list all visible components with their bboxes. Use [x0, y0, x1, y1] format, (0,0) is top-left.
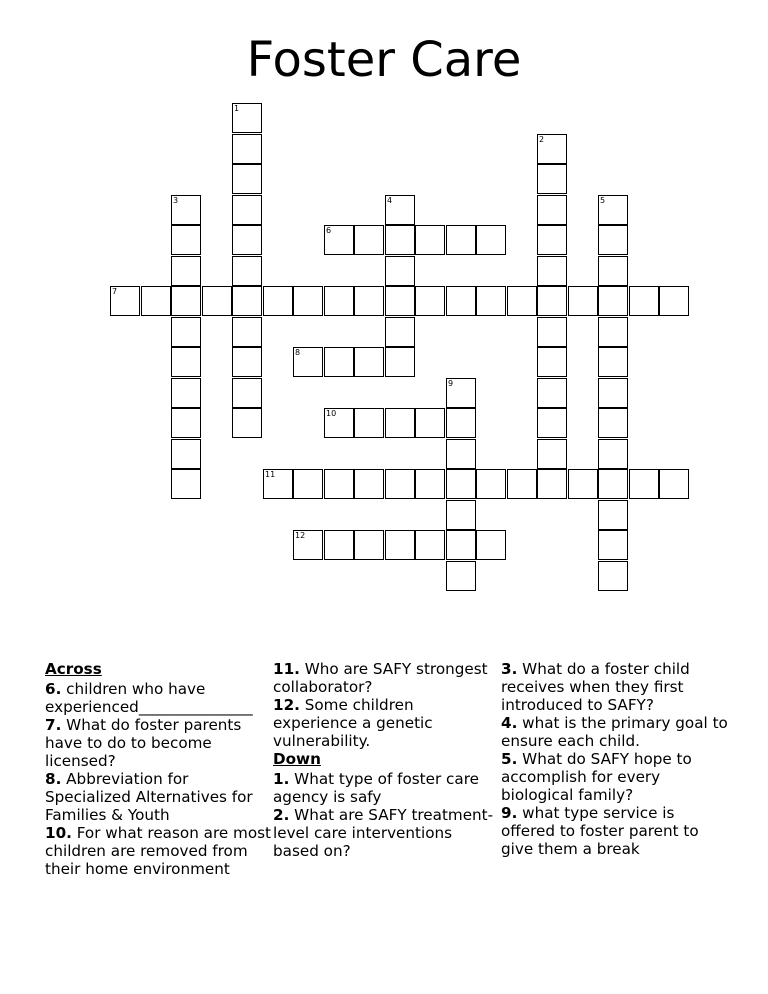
grid-cell[interactable]	[537, 378, 567, 408]
clue-across-10	[45, 824, 273, 878]
grid-cell[interactable]	[354, 347, 384, 377]
grid-cell[interactable]	[232, 317, 262, 347]
clues-column-3	[501, 660, 729, 858]
grid-cell[interactable]	[232, 103, 262, 133]
clue-text: Who are SAFY strongest collaborator?	[273, 660, 488, 696]
grid-cell[interactable]	[141, 286, 171, 316]
grid-cell[interactable]	[629, 469, 659, 499]
clue-across-6	[45, 680, 273, 716]
grid-cell[interactable]	[171, 286, 201, 316]
clue-number: 4.	[501, 714, 518, 732]
grid-cell[interactable]	[354, 408, 384, 438]
clue-text: What are SAFY treatment-level care interventions based on?	[273, 806, 494, 860]
grid-cell[interactable]	[537, 408, 567, 438]
clue-text: what type service is offered to foster parent to give them a break	[501, 804, 699, 858]
grid-cell[interactable]	[263, 286, 293, 316]
grid-cell[interactable]	[324, 469, 354, 499]
grid-cell[interactable]	[202, 286, 232, 316]
across-heading: Across	[45, 660, 102, 678]
grid-cell[interactable]	[232, 378, 262, 408]
clue-down-2	[273, 806, 495, 860]
clue-number: 9.	[501, 804, 518, 822]
grid-cell[interactable]	[507, 469, 537, 499]
grid-cell[interactable]	[232, 256, 262, 286]
grid-cell[interactable]	[263, 469, 293, 499]
clues-column-2	[273, 660, 495, 860]
clue-number-label: 1	[234, 104, 240, 113]
grid-cell[interactable]	[324, 347, 354, 377]
clue-text: children who have experienced_______________	[45, 680, 253, 716]
grid-cell[interactable]	[446, 408, 476, 438]
clue-number: 8.	[45, 770, 62, 788]
clue-across-12	[273, 696, 495, 750]
grid-cell[interactable]	[385, 469, 415, 499]
grid-cell[interactable]	[446, 530, 476, 560]
grid-cell[interactable]	[232, 134, 262, 164]
clue-text: What do SAFY hope to accomplish for every biological family?	[501, 750, 692, 804]
grid-cell[interactable]	[537, 286, 567, 316]
clue-down-5	[501, 750, 729, 804]
grid-cell[interactable]	[537, 164, 567, 194]
clue-across-8	[45, 770, 273, 824]
clue-down-3	[501, 660, 729, 714]
clue-number-label: 4	[387, 196, 393, 205]
grid-cell[interactable]	[171, 439, 201, 469]
clue-text: For what reason are most children are removed from their home environment	[45, 824, 271, 878]
grid-cell[interactable]	[476, 225, 506, 255]
grid-cell[interactable]	[385, 347, 415, 377]
grid-cell[interactable]	[385, 408, 415, 438]
grid-cell[interactable]	[232, 164, 262, 194]
grid-cell[interactable]	[324, 225, 354, 255]
clue-number: 1.	[273, 770, 290, 788]
grid-cell[interactable]	[415, 408, 445, 438]
grid-cell[interactable]	[293, 286, 323, 316]
grid-cell[interactable]	[537, 134, 567, 164]
clues-column-1	[45, 660, 273, 878]
grid-cell[interactable]	[354, 530, 384, 560]
grid-cell[interactable]	[324, 286, 354, 316]
grid-cell[interactable]	[598, 439, 628, 469]
grid-cell[interactable]	[171, 378, 201, 408]
grid-cell[interactable]	[385, 530, 415, 560]
clue-number-label: 3	[173, 196, 179, 205]
clue-number: 5.	[501, 750, 518, 768]
clue-number: 3.	[501, 660, 518, 678]
clue-number-label: 12	[295, 531, 306, 540]
clue-number: 6.	[45, 680, 62, 698]
grid-cell[interactable]	[171, 195, 201, 225]
clue-down-9	[501, 804, 729, 858]
grid-cell[interactable]	[171, 317, 201, 347]
grid-cell[interactable]	[629, 286, 659, 316]
clue-text: What do a foster child receives when they first introduced to SAFY?	[501, 660, 690, 714]
grid-cell[interactable]	[415, 286, 445, 316]
clue-text: What do foster parents have to do to become licensed?	[45, 716, 242, 770]
grid-cell[interactable]	[324, 408, 354, 438]
grid-cell[interactable]	[598, 530, 628, 560]
clue-down-1	[273, 770, 495, 806]
grid-cell[interactable]	[354, 225, 384, 255]
clue-down-4	[501, 714, 729, 750]
grid-cell[interactable]	[232, 286, 262, 316]
grid-cell[interactable]	[446, 500, 476, 530]
clue-number-label: 11	[265, 470, 276, 479]
grid-cell[interactable]	[354, 286, 384, 316]
grid-cell[interactable]	[446, 439, 476, 469]
grid-cell[interactable]	[598, 286, 628, 316]
grid-cell[interactable]	[507, 286, 537, 316]
clue-text: Some children experience a genetic vulnerability.	[273, 696, 433, 750]
grid-cell[interactable]	[446, 469, 476, 499]
grid-cell[interactable]	[415, 225, 445, 255]
clue-number-label: 2	[539, 135, 545, 144]
grid-cell[interactable]	[537, 256, 567, 286]
grid-cell[interactable]	[385, 225, 415, 255]
down-heading: Down	[273, 750, 321, 768]
grid-cell[interactable]	[354, 469, 384, 499]
grid-cell[interactable]	[293, 469, 323, 499]
clue-across-11	[273, 660, 495, 696]
clue-number-label: 7	[112, 287, 118, 296]
grid-cell[interactable]	[537, 225, 567, 255]
grid-cell[interactable]	[476, 286, 506, 316]
grid-cell[interactable]	[385, 195, 415, 225]
grid-cell[interactable]	[385, 317, 415, 347]
grid-cell[interactable]	[446, 378, 476, 408]
clue-number: 7.	[45, 716, 62, 734]
grid-cell[interactable]	[415, 469, 445, 499]
clue-text: What type of foster care agency is safy	[273, 770, 479, 806]
grid-cell[interactable]	[537, 439, 567, 469]
grid-cell[interactable]	[598, 500, 628, 530]
grid-cell[interactable]	[446, 286, 476, 316]
grid-cell[interactable]	[537, 195, 567, 225]
grid-cell[interactable]	[293, 530, 323, 560]
clue-number-label: 5	[600, 196, 606, 205]
clue-number: 2.	[273, 806, 290, 824]
grid-cell[interactable]	[598, 561, 628, 591]
grid-cell[interactable]	[415, 530, 445, 560]
clue-number-label: 8	[295, 348, 301, 357]
clue-number: 11.	[273, 660, 300, 678]
clue-text: what is the primary goal to ensure each child.	[501, 714, 728, 750]
grid-cell[interactable]	[385, 256, 415, 286]
clue-text: Abbreviation for Specialized Alternatives for Families & Youth	[45, 770, 253, 824]
grid-cell[interactable]	[537, 317, 567, 347]
clue-number-label: 6	[326, 226, 332, 235]
grid-cell[interactable]	[324, 530, 354, 560]
grid-cell[interactable]	[171, 225, 201, 255]
grid-cell[interactable]	[598, 469, 628, 499]
grid-cell[interactable]	[171, 408, 201, 438]
grid-cell[interactable]	[171, 347, 201, 377]
grid-cell[interactable]	[110, 286, 140, 316]
grid-cell[interactable]	[568, 286, 598, 316]
clue-number-label: 9	[448, 379, 454, 388]
grid-cell[interactable]	[171, 256, 201, 286]
clue-across-7	[45, 716, 273, 770]
grid-cell[interactable]	[476, 530, 506, 560]
clue-number-label: 10	[326, 409, 337, 418]
grid-cell[interactable]	[598, 408, 628, 438]
grid-cell[interactable]	[598, 347, 628, 377]
clue-number: 12.	[273, 696, 300, 714]
grid-cell[interactable]	[537, 469, 567, 499]
grid-cell[interactable]	[446, 561, 476, 591]
grid-cell[interactable]	[598, 225, 628, 255]
grid-cell[interactable]	[659, 286, 689, 316]
grid-cell[interactable]	[446, 225, 476, 255]
grid-cell[interactable]	[598, 378, 628, 408]
grid-cell[interactable]	[598, 256, 628, 286]
grid-cell[interactable]	[232, 195, 262, 225]
clue-number: 10.	[45, 824, 72, 842]
grid-cell[interactable]	[293, 347, 323, 377]
grid-cell[interactable]	[232, 347, 262, 377]
grid-cell[interactable]	[476, 469, 506, 499]
grid-cell[interactable]	[171, 469, 201, 499]
grid-cell[interactable]	[659, 469, 689, 499]
page-title: Foster Care	[246, 32, 522, 88]
grid-cell[interactable]	[232, 225, 262, 255]
grid-cell[interactable]	[598, 317, 628, 347]
grid-cell[interactable]	[598, 195, 628, 225]
grid-cell[interactable]	[232, 408, 262, 438]
grid-cell[interactable]	[385, 286, 415, 316]
grid-cell[interactable]	[568, 469, 598, 499]
grid-cell[interactable]	[537, 347, 567, 377]
